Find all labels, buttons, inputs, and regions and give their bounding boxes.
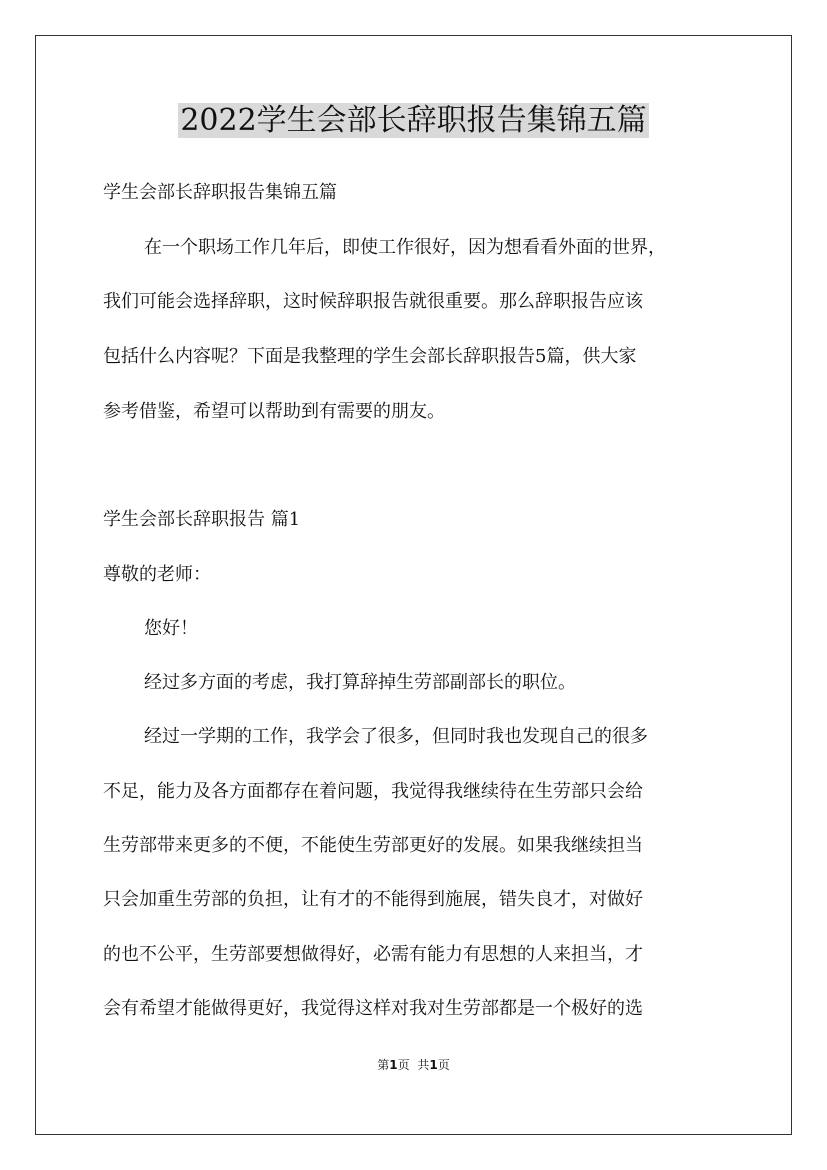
body-line-5: 只会加重生劳部的负担，让有才的不能得到施展，错失良才，对做好 <box>103 889 643 910</box>
greeting: 您好！ <box>144 618 198 639</box>
body-line-6: 的也不公平，生劳部要想做得好，必需有能力有思想的人来担当，才 <box>103 944 643 965</box>
intro-line-4: 参考借鉴，希望可以帮助到有需要的朋友。 <box>103 401 445 422</box>
body-line-7: 会有希望才能做得更好，我觉得这样对我对生劳部都是一个极好的选 <box>103 998 643 1019</box>
total-pages: 1 <box>429 1058 438 1072</box>
page-prefix: 第 <box>377 1058 390 1072</box>
body-line-4: 生劳部带来更多的不便，不能使生劳部更好的发展。如果我继续担当 <box>103 835 643 856</box>
total-prefix: 共 <box>417 1058 430 1072</box>
total-suffix: 页 <box>437 1058 450 1072</box>
body-line-1: 经过多方面的考虑，我打算辞掉生劳部副部长的职位。 <box>144 672 576 693</box>
section-heading: 学生会部长辞职报告 篇1 <box>103 509 301 530</box>
page-number: 1 <box>389 1058 398 1072</box>
page-suffix: 页 <box>397 1058 410 1072</box>
body-line-3: 不足，能力及各方面都存在着问题，我觉得我继续待在生劳部只会给 <box>103 781 643 802</box>
page-footer <box>0 1057 827 1073</box>
intro-line-2: 我们可能会选择辞职，这时候辞职报告就很重要。那么辞职报告应该 <box>103 291 643 312</box>
title-text: 2022学生会部长辞职报告集锦五篇 <box>180 103 647 138</box>
subtitle-line: 学生会部长辞职报告集锦五篇 <box>103 182 337 203</box>
salutation: 尊敬的老师： <box>103 564 211 585</box>
intro-line-3: 包括什么内容呢？下面是我整理的学生会部长辞职报告5篇，供大家 <box>103 346 637 367</box>
document-title <box>0 101 827 141</box>
intro-line-1: 在一个职场工作几年后，即使工作很好，因为想看看外面的世界， <box>144 237 666 258</box>
body-line-2: 经过一学期的工作，我学会了很多，但同时我也发现自己的很多 <box>144 726 648 747</box>
